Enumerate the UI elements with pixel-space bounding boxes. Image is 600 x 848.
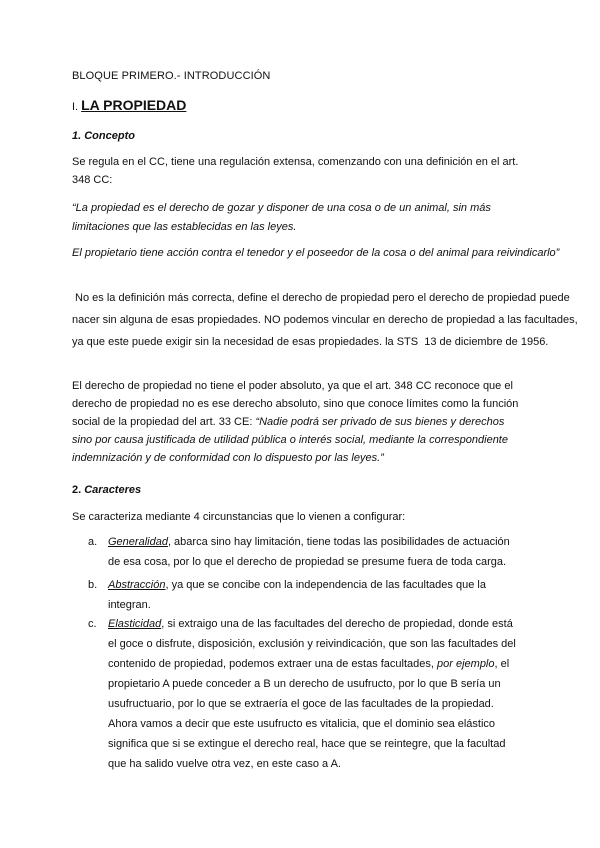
list-marker: b. bbox=[88, 579, 98, 591]
list-item-text: contenido de propiedad, podemos extraer una de estas facultades, bbox=[108, 658, 438, 670]
list-item-text: , abarca sino hay limitación, tiene todas las posibilidades de actuación bbox=[167, 536, 510, 548]
section-title: Caracteres bbox=[84, 484, 142, 496]
paragraph-line: nacer sin alguna de esas propiedades. NO podemos vincular en derecho de propiedad a las facultades, bbox=[72, 314, 578, 326]
list-item-line: Ahora vamos a decir que este usufructo es vitalicia, que el dominio sea elástico bbox=[108, 718, 496, 730]
quote-text: “Nadie podrá ser privado de sus bienes y derechos bbox=[255, 416, 505, 428]
list-item-text: , ya que se concibe con la independencia de las facultades que la bbox=[165, 579, 486, 591]
title-text: LA PROPIEDAD bbox=[81, 97, 187, 113]
title-number: I. bbox=[72, 101, 79, 113]
paragraph-line: No es la definición más correcta, define el derecho de propiedad pero el derecho de propiedad puede bbox=[72, 292, 570, 304]
list-item-text: , si extraigo una de las facultades del derecho de propiedad, donde está bbox=[161, 618, 513, 630]
term: Elasticidad bbox=[108, 618, 162, 630]
page-title bbox=[72, 97, 186, 113]
list-item-line: de esa cosa, por lo que el derecho de propiedad se presume fuera de toda carga. bbox=[108, 556, 507, 568]
example-text: por ejemplo bbox=[437, 658, 495, 670]
term: Abstracción bbox=[108, 579, 166, 591]
quote-line: “La propiedad es el derecho de gozar y disponer de una cosa o de un animal, sin más bbox=[72, 202, 491, 214]
list-item-line: usufructuario, por lo que se extraería el goce de las facultades de la propiedad. bbox=[108, 698, 494, 710]
list-item-line: integran. bbox=[108, 599, 151, 611]
paragraph-text: social de la propiedad del art. 33 CE: bbox=[72, 416, 256, 428]
list-item-line bbox=[108, 615, 513, 634]
text-line: Se caracteriza mediante 4 circunstancias que lo vienen a configurar: bbox=[72, 511, 406, 523]
section-heading-caracteres bbox=[72, 484, 141, 496]
list-item-line: significa que si se extingue el derecho real, hace que se reintegre, que la facultad bbox=[108, 738, 506, 750]
quote-line: sino por causa justificada de utilidad pública o interés social, mediante la correspondiente bbox=[72, 434, 508, 446]
list-marker: a. bbox=[88, 536, 98, 548]
section-number: 2. bbox=[72, 484, 85, 496]
list-item-line: propietario A puede conceder a B un derecho de usufructo, por lo que B sería un bbox=[108, 678, 501, 690]
quote-line: limitaciones que las establecidas en las leyes. bbox=[72, 221, 297, 233]
paragraph-line: derecho de propiedad no es ese derecho absoluto, sino que conoce límites como la función bbox=[72, 398, 519, 410]
quote-line: El propietario tiene acción contra el tenedor y el poseedor de la cosa o del animal para reivindicarlo” bbox=[72, 247, 560, 259]
text-line: 348 CC: bbox=[72, 174, 113, 186]
list-item-line bbox=[108, 533, 510, 552]
list-item-line: que ha salido vuelve otra vez, en este caso a A. bbox=[108, 758, 341, 770]
list-item-line bbox=[108, 576, 486, 595]
paragraph-line: ya que este puede exigir sin la necesidad de esas propiedades. la STS 13 de diciembre de 1956. bbox=[72, 336, 549, 348]
block-header: BLOQUE PRIMERO.- INTRODUCCIÓN bbox=[72, 70, 271, 82]
list-item-line: el goce o disfrute, disposición, exclusión y reivindicación, que son las facultades del bbox=[108, 638, 516, 650]
list-item-text: , el bbox=[494, 658, 510, 670]
text-line: Se regula en el CC, tiene una regulación extensa, comenzando con una definición en el art. bbox=[72, 156, 519, 168]
paragraph-line bbox=[72, 413, 504, 432]
section-heading-concepto: 1. Concepto bbox=[72, 130, 135, 142]
paragraph-line: El derecho de propiedad no tiene el poder absoluto, ya que el art. 348 CC reconoce que el bbox=[72, 380, 513, 392]
list-marker: c. bbox=[88, 618, 97, 630]
term: Generalidad bbox=[108, 536, 168, 548]
list-item-line bbox=[108, 655, 509, 674]
quote-line: indemnización y de conformidad con lo dispuesto por las leyes.” bbox=[72, 452, 384, 464]
